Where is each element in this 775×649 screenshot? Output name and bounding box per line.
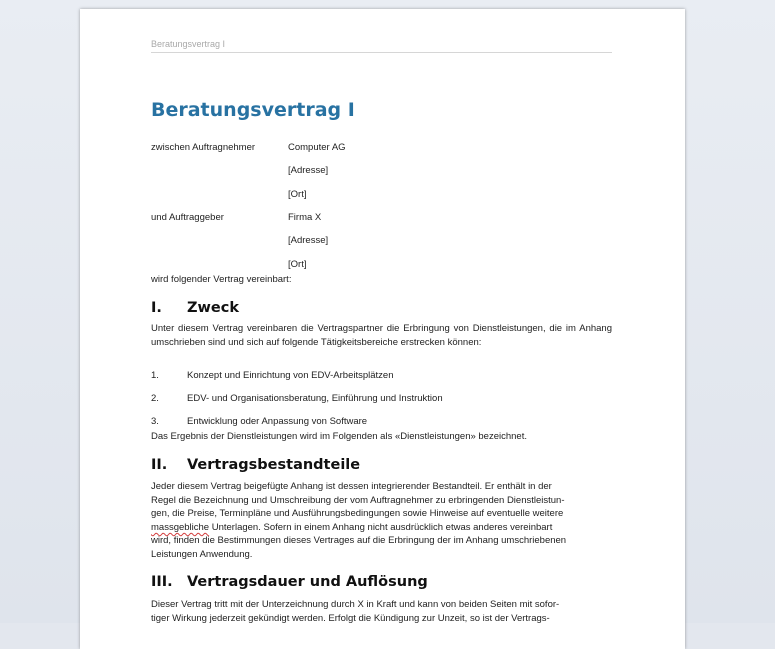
paragraph-line: Leistungen Anwendung. bbox=[151, 548, 253, 560]
running-header: Beratungsvertrag I bbox=[151, 39, 612, 53]
party-value: [Adresse] bbox=[288, 235, 329, 246]
party-value: Computer AG bbox=[288, 142, 346, 153]
paragraph-line-rest: Unterlagen. Sofern in einem Anhang nicht ausdrücklich etwas anderes vereinbart bbox=[211, 521, 553, 533]
document-page[interactable] bbox=[80, 9, 685, 649]
list-number: 1. bbox=[151, 370, 159, 381]
list-text: EDV- und Organisationsberatung, Einführung und Instruktion bbox=[187, 393, 443, 404]
section-paragraph: Das Ergebnis der Dienstleistungen wird im Folgenden als «Dienstleistungen» bezeichnet. bbox=[151, 431, 527, 442]
section-number: III. bbox=[151, 574, 173, 590]
party-value: [Ort] bbox=[288, 259, 307, 270]
section-title: Zweck bbox=[187, 300, 239, 316]
paragraph-line: tiger Wirkung jederzeit gekündigt werden. Erfolgt die Kündigung zur Unzeit, so ist der Vertrags- bbox=[151, 612, 550, 624]
party-label: zwischen Auftragnehmer bbox=[151, 142, 256, 153]
paragraph-line bbox=[151, 521, 612, 535]
document-title: Beratungsvertrag I bbox=[151, 99, 355, 121]
section-paragraph bbox=[151, 598, 612, 625]
list-number: 2. bbox=[151, 393, 159, 404]
list-text: Konzept und Einrichtung von EDV-Arbeitsplätzen bbox=[187, 370, 394, 381]
section-heading-purpose bbox=[151, 300, 239, 316]
paragraph-line: gen, die Preise, Terminpläne und Ausführungsbedingungen sowie Hinweise auf eventuelle weitere bbox=[151, 508, 564, 520]
party-value: [Adresse] bbox=[288, 165, 329, 176]
section-heading-components bbox=[151, 457, 360, 473]
list-number: 3. bbox=[151, 416, 159, 427]
section-number: II. bbox=[151, 457, 168, 473]
party-label: und Auftraggeber bbox=[151, 212, 224, 223]
intro-text: wird folgender Vertrag vereinbart: bbox=[151, 274, 292, 285]
list-text: Entwicklung oder Anpassung von Software bbox=[187, 416, 368, 427]
paragraph-line: Dieser Vertrag tritt mit der Unterzeichnung durch X in Kraft und kann von beiden Seiten mit sofor- bbox=[151, 599, 560, 610]
section-paragraph: Unter diesem Vertrag vereinbaren die Vertragspartner die Erbringung von Dienstleistungen, die im Anhang umschrieben sind und sich auf folgende Tätigkeitsbereiche erstrecken können: bbox=[151, 323, 612, 348]
section-paragraph bbox=[151, 480, 612, 562]
section-heading-duration bbox=[151, 574, 428, 590]
paragraph-line: Regel die Bezeichnung und Umschreibung der vom Auftragnehmer zu erbringenden Dienstleistun- bbox=[151, 494, 565, 506]
paragraph-line: wird, finden die Bestimmungen dieses Vertrages auf die Erbringung der im Anhang umschriebenen bbox=[151, 535, 567, 547]
section-number: I. bbox=[151, 300, 162, 316]
paragraph-line: Jeder diesem Vertrag beigefügte Anhang ist dessen integrierender Bestandteil. Er enthält in der bbox=[151, 481, 552, 492]
party-value: Firma X bbox=[288, 212, 322, 223]
section-title: Vertragsdauer und Auflösung bbox=[187, 574, 428, 590]
spellcheck-flagged-word[interactable]: massgebliche bbox=[151, 521, 210, 533]
section-title: Vertragsbestandteile bbox=[187, 457, 361, 473]
party-value: [Ort] bbox=[288, 189, 307, 200]
